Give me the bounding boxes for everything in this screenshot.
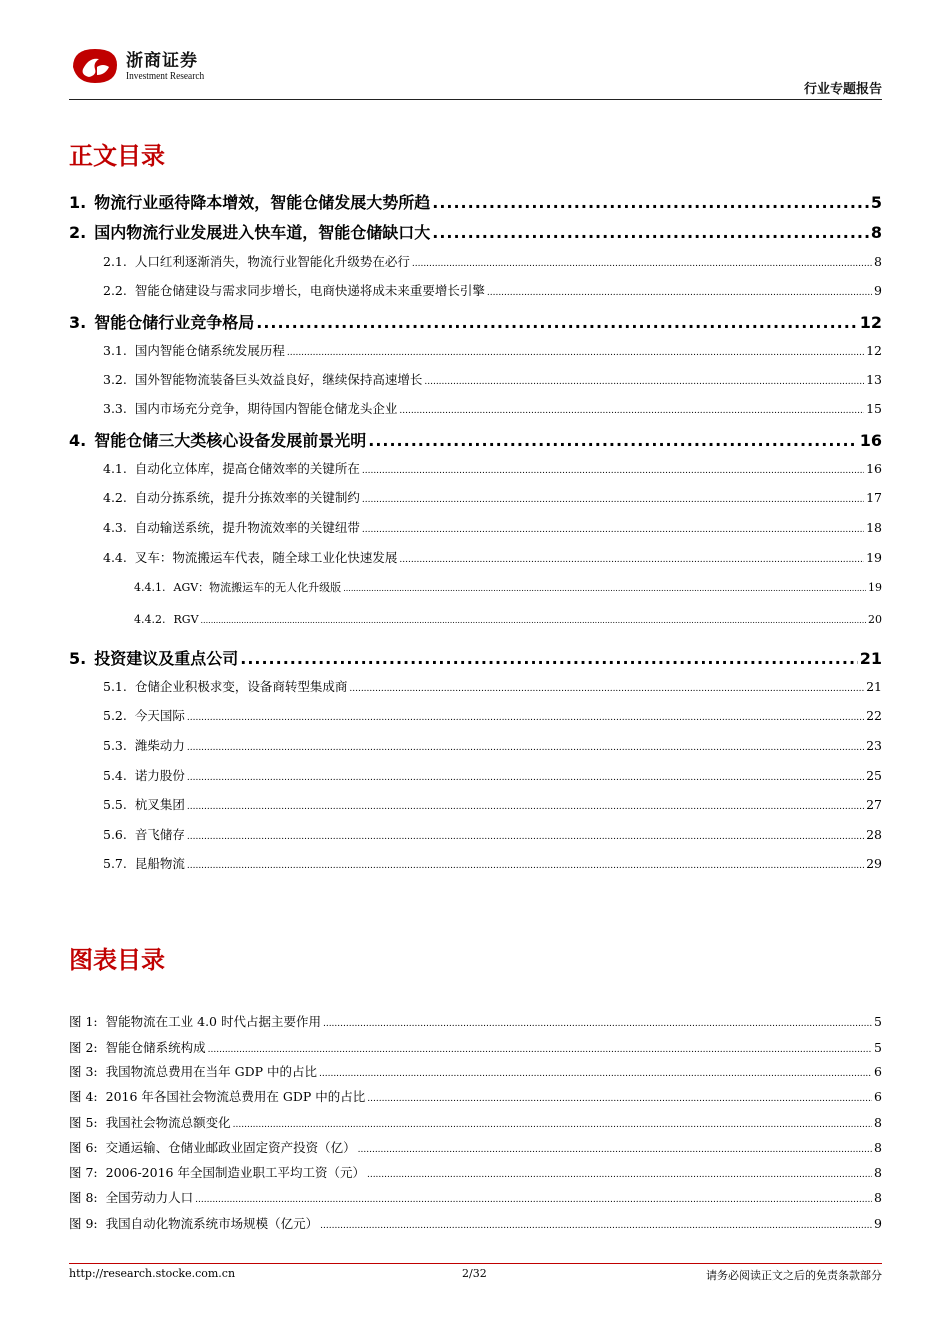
leader-dots — [412, 259, 872, 269]
logo-text-en: Investment Research — [126, 70, 205, 82]
toc-item[interactable] — [103, 766, 882, 784]
toc-item[interactable] — [103, 854, 882, 872]
toc-page: 20 — [868, 613, 882, 626]
leader-dots — [187, 743, 864, 753]
toc-page: 21 — [866, 679, 882, 694]
toc-label: 自动分拣系统，提升分拣效率的关键制约 — [134, 490, 360, 505]
leader-dots — [424, 377, 864, 387]
toc-label: 叉车：物流搬运车代表，随全球工业化快速发展 — [134, 550, 398, 565]
toc-page: 29 — [866, 856, 882, 871]
toc-num: 5.7. — [103, 856, 127, 871]
figure-page: 8 — [874, 1190, 882, 1205]
toc-label: 物流行业亟待降本增效，智能仓储发展大势所趋 — [94, 193, 431, 212]
toc-label: 杭叉集团 — [134, 797, 185, 812]
toc-label: 国内物流行业发展进入快车道，智能仓储缺口大 — [94, 223, 431, 242]
header-divider — [69, 99, 882, 100]
figure-label: 智能物流在工业 4.0 时代占据主要作用 — [105, 1014, 321, 1029]
leader-dots — [487, 288, 872, 298]
leader-dots — [367, 1094, 872, 1104]
figure-num: 图 3: — [69, 1064, 98, 1079]
leader-dots — [323, 1019, 872, 1029]
leader-dots — [187, 861, 864, 871]
toc-item[interactable] — [103, 459, 882, 477]
figure-page: 8 — [874, 1140, 882, 1155]
leader-dots — [319, 1069, 872, 1079]
toc-label: 昆船物流 — [134, 856, 185, 871]
figure-num: 图 8: — [69, 1190, 98, 1205]
leader-dots — [432, 223, 869, 242]
leader-dots — [367, 1170, 872, 1180]
figure-num: 图 7: — [69, 1165, 98, 1180]
toc-page: 19 — [868, 581, 882, 594]
toc-label: 国外智能物流装备巨头效益良好，继续保持高速增长 — [134, 372, 423, 387]
figure-page: 8 — [874, 1115, 882, 1130]
leader-dots — [432, 193, 869, 212]
figure-item[interactable] — [69, 1062, 882, 1080]
toc-num: 4.3. — [103, 520, 127, 535]
toc-item[interactable] — [69, 428, 882, 451]
figure-item[interactable] — [69, 1214, 882, 1232]
toc-page: 17 — [866, 490, 882, 505]
figure-page: 8 — [874, 1165, 882, 1180]
toc-num: 5. — [69, 649, 87, 668]
toc-label: 智能仓储三大类核心设备发展前景光明 — [94, 431, 367, 450]
toc-page: 5 — [870, 193, 882, 212]
toc-num: 4. — [69, 431, 87, 450]
toc-page: 18 — [866, 520, 882, 535]
toc-item[interactable] — [103, 795, 882, 813]
leader-dots — [256, 313, 858, 332]
leader-dots — [187, 832, 864, 842]
toc-label: 潍柴动力 — [134, 738, 185, 753]
figure-label: 2016 年各国社会物流总费用在 GDP 中的占比 — [105, 1089, 366, 1104]
toc-num: 2.1. — [103, 254, 127, 269]
toc-page: 8 — [870, 223, 882, 242]
toc-label: 国内市场充分竞争，期待国内智能仓储龙头企业 — [134, 401, 398, 416]
figure-page: 6 — [874, 1064, 882, 1079]
toc-item[interactable] — [69, 310, 882, 333]
leader-dots — [368, 431, 858, 450]
leader-dots — [362, 525, 864, 535]
toc-item[interactable] — [69, 646, 882, 669]
toc-page: 22 — [866, 708, 882, 723]
logo-text-cn: 浙商证券 — [126, 51, 198, 71]
figure-num: 图 2: — [69, 1040, 98, 1055]
toc-item[interactable] — [103, 706, 882, 724]
figure-label: 我国物流总费用在当年 GDP 中的占比 — [105, 1064, 318, 1079]
leader-dots — [362, 466, 864, 476]
toc-page: 23 — [866, 738, 882, 753]
footer-page-number: 2/32 — [462, 1267, 487, 1280]
figure-page: 5 — [874, 1040, 882, 1055]
toc-item[interactable] — [103, 736, 882, 754]
toc-label: 仓储企业积极求变，设备商转型集成商 — [134, 679, 348, 694]
leader-dots — [233, 1120, 872, 1130]
toc-label: 诺力股份 — [134, 768, 185, 783]
toc-item[interactable] — [69, 220, 882, 243]
toc-page: 25 — [866, 768, 882, 783]
figure-num: 图 1: — [69, 1014, 98, 1029]
toc-page: 15 — [866, 401, 882, 416]
figure-item[interactable] — [69, 1163, 882, 1181]
toc-label: 今天国际 — [134, 708, 185, 723]
toc-item[interactable] — [103, 370, 882, 388]
toc-num: 4.4.1. — [134, 581, 166, 594]
toc-item[interactable] — [103, 548, 882, 566]
toc-item[interactable] — [103, 252, 882, 270]
figure-page: 6 — [874, 1089, 882, 1104]
toc-label: AGV：物流搬运车的无人化升级版 — [173, 581, 342, 594]
figure-item[interactable] — [69, 1087, 882, 1105]
toc-item[interactable] — [103, 677, 882, 695]
toc-page: 27 — [866, 797, 882, 812]
toc-page: 12 — [859, 313, 882, 332]
toc-page: 12 — [866, 343, 882, 358]
figure-page: 9 — [874, 1216, 882, 1231]
toc-label: 智能仓储行业竞争格局 — [94, 313, 255, 332]
leader-dots — [399, 555, 864, 565]
leader-dots — [358, 1145, 872, 1155]
toc-page: 13 — [866, 372, 882, 387]
figure-item[interactable] — [69, 1138, 882, 1156]
toc-num: 3. — [69, 313, 87, 332]
toc-num: 2.2. — [103, 283, 127, 298]
toc-label: 音飞储存 — [134, 827, 185, 842]
toc-item[interactable] — [103, 488, 882, 506]
toc-num: 5.4. — [103, 768, 127, 783]
page-header — [69, 40, 882, 100]
toc-num: 5.6. — [103, 827, 127, 842]
footer-divider — [69, 1263, 882, 1264]
toc-item[interactable] — [103, 281, 882, 299]
toc-num: 4.4.2. — [134, 613, 166, 626]
report-type: 行业专题报告 — [803, 82, 882, 97]
toc-item[interactable] — [103, 825, 882, 843]
figure-item[interactable] — [69, 1113, 882, 1131]
figure-label: 我国自动化物流系统市场规模（亿元） — [105, 1216, 319, 1231]
leader-dots — [349, 684, 864, 694]
leader-dots — [187, 802, 864, 812]
toc-label: 自动输送系统，提升物流效率的关键纽带 — [134, 520, 360, 535]
leader-dots — [208, 1045, 872, 1055]
toc-item[interactable] — [134, 579, 882, 595]
toc-item[interactable] — [103, 518, 882, 536]
toc-num: 4.4. — [103, 550, 127, 565]
leader-dots — [362, 495, 864, 505]
footer-disclaimer: 请务必阅读正文之后的免责条款部分 — [706, 1269, 882, 1282]
leader-dots — [201, 616, 866, 625]
toc-label: RGV — [173, 613, 199, 626]
toc-page: 21 — [859, 649, 882, 668]
figure-num: 图 9: — [69, 1216, 98, 1231]
figure-item[interactable] — [69, 1038, 882, 1056]
toc-label: 人口红利逐渐消失，物流行业智能化升级势在必行 — [134, 254, 410, 269]
toc-page: 19 — [866, 550, 882, 565]
toc-num: 3.3. — [103, 401, 127, 416]
leader-dots — [240, 649, 858, 668]
figure-label: 全国劳动力人口 — [105, 1190, 194, 1205]
leader-dots — [187, 773, 864, 783]
toc-page: 16 — [859, 431, 882, 450]
toc-page: 9 — [874, 283, 882, 298]
figure-page: 5 — [874, 1014, 882, 1029]
figure-label: 交通运输、仓储业邮政业固定资产投资（亿） — [105, 1140, 356, 1155]
toc-page: 28 — [866, 827, 882, 842]
leader-dots — [195, 1195, 872, 1205]
toc-title: 正文目录 — [69, 142, 165, 170]
figure-label: 智能仓储系统构成 — [105, 1040, 206, 1055]
figure-label: 我国社会物流总额变化 — [105, 1115, 231, 1130]
toc-num: 3.1. — [103, 343, 127, 358]
logo-icon — [69, 45, 121, 87]
footer-url[interactable]: http://research.stocke.com.cn — [69, 1267, 236, 1280]
leader-dots — [320, 1221, 872, 1231]
figures-title: 图表目录 — [69, 946, 165, 974]
figure-item[interactable] — [69, 1188, 882, 1206]
figure-label: 2006-2016 年全国制造业职工平均工资（元） — [105, 1165, 365, 1180]
toc-num: 4.1. — [103, 461, 127, 476]
toc-label: 投资建议及重点公司 — [94, 649, 239, 668]
leader-dots — [399, 406, 864, 416]
toc-item[interactable] — [103, 341, 882, 359]
leader-dots — [287, 348, 864, 358]
figure-item[interactable] — [69, 1012, 882, 1030]
toc-num: 1. — [69, 193, 87, 212]
toc-page: 16 — [866, 461, 882, 476]
toc-label: 自动化立体库，提高仓储效率的关键所在 — [134, 461, 360, 476]
toc-page: 8 — [874, 254, 882, 269]
toc-num: 5.5. — [103, 797, 127, 812]
toc-num: 5.2. — [103, 708, 127, 723]
figure-num: 图 5: — [69, 1115, 98, 1130]
toc-num: 3.2. — [103, 372, 127, 387]
figure-num: 图 6: — [69, 1140, 98, 1155]
toc-item[interactable] — [69, 190, 882, 213]
toc-num: 5.3. — [103, 738, 127, 753]
leader-dots — [187, 713, 864, 723]
toc-num: 5.1. — [103, 679, 127, 694]
toc-item[interactable] — [103, 399, 882, 417]
leader-dots — [343, 584, 866, 593]
toc-num: 2. — [69, 223, 87, 242]
toc-item[interactable] — [134, 613, 882, 626]
toc-num: 4.2. — [103, 490, 127, 505]
toc-label: 国内智能仓储系统发展历程 — [134, 343, 285, 358]
toc-label: 智能仓储建设与需求同步增长，电商快递将成未来重要增长引擎 — [134, 283, 485, 298]
figure-num: 图 4: — [69, 1089, 98, 1104]
